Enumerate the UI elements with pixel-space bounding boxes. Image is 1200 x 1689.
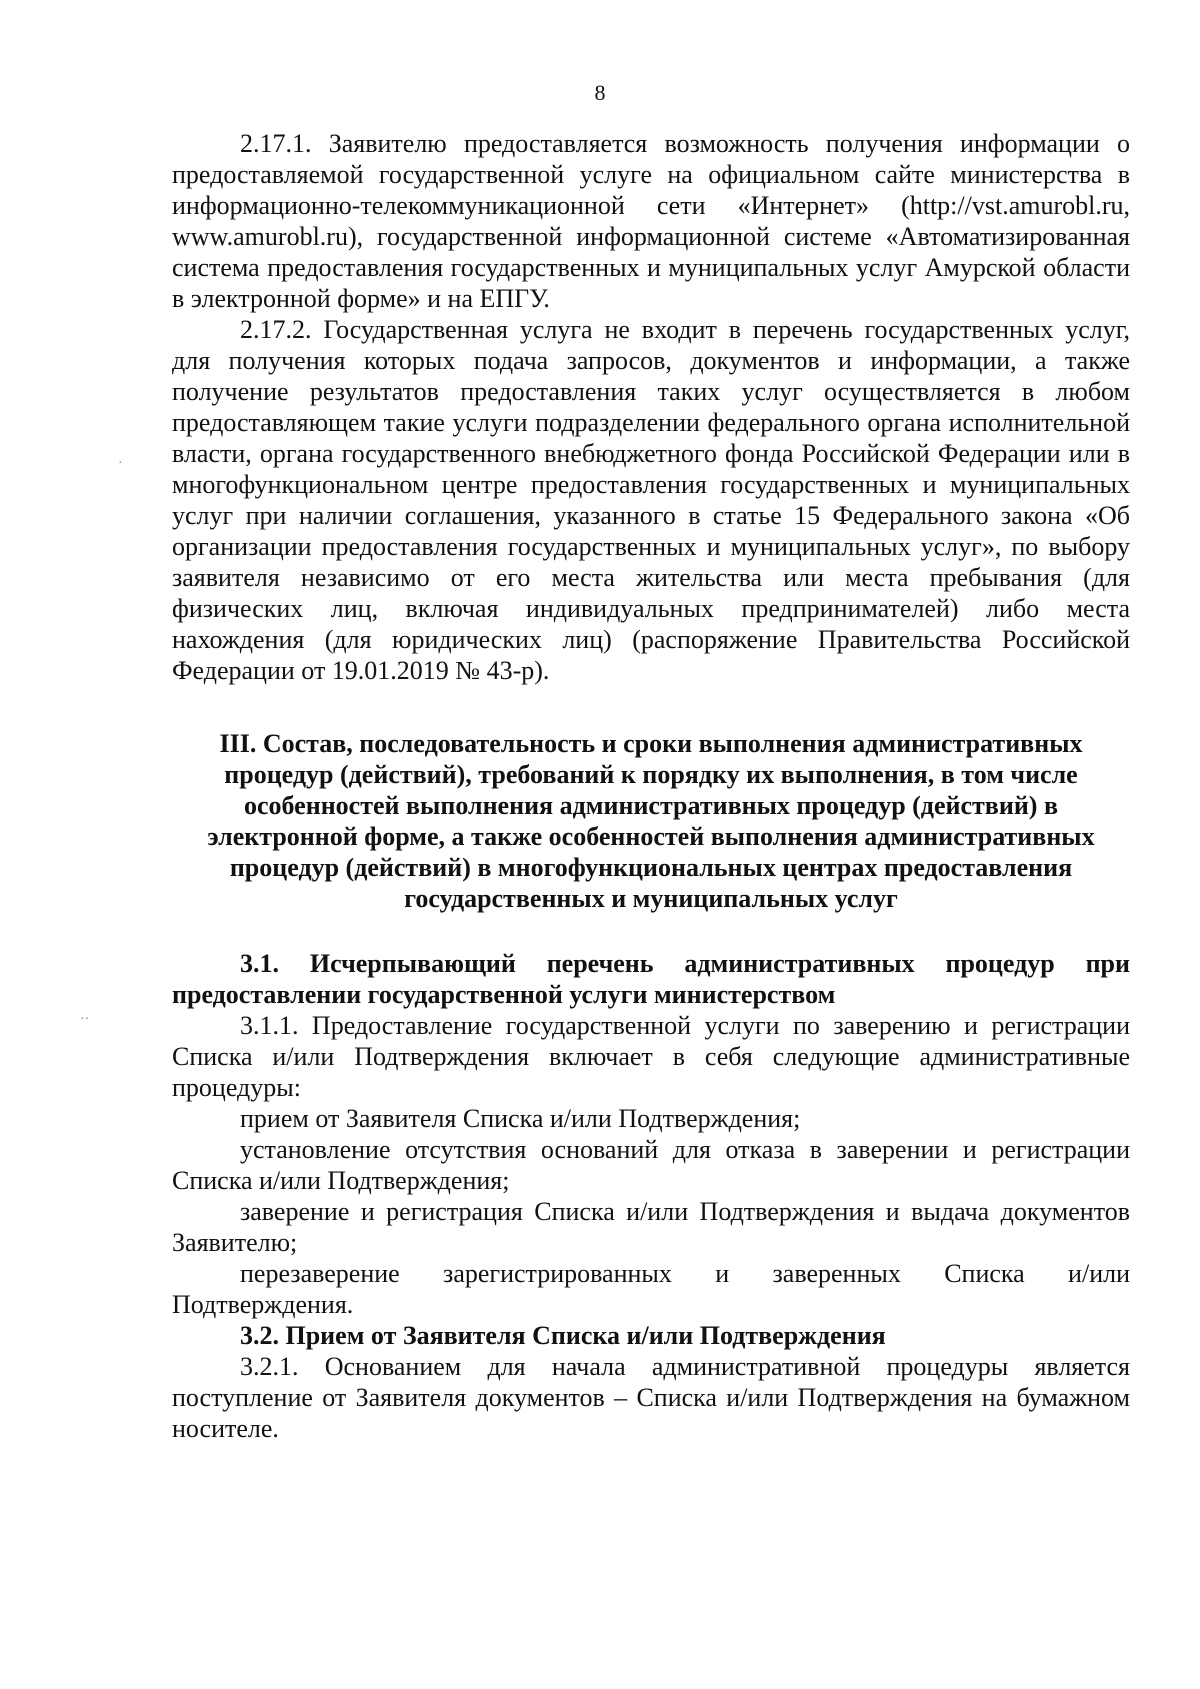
list-item: перезаверение зарегистрированных и заверенных Списка и/или Подтверждения.: [172, 1259, 1130, 1319]
list-item: заверение и регистрация Списка и/или Подтверждения и выдача документов Заявителю;: [172, 1197, 1130, 1257]
list-item: установление отсутствия оснований для отказа в заверении и регистрации Списка и/или Подтверждения;: [172, 1135, 1130, 1195]
subsection-title-3-2: 3.2. Прием от Заявителя Списка и/или Подтверждения: [240, 1321, 886, 1350]
section-title: III. Состав, последовательность и сроки выполнения административных процедур (действий), требований к порядку их выполнения, в том числе особенностей выполнения административных процедур (действий) в электронной форме, а также особенностей выполнения административных процедур (действий) в многофункциональных центрах предоставления государственных и муниципальных услуг: [207, 729, 1095, 913]
paragraph-2-17-2: 2.17.2. Государственная услуга не входит в перечень государственных услуг, для получения которых подача запросов, документов и информации, а также получение результатов предоставления таких услуг осуществляется в любом предоставляющем такие услуги подразделении федерального органа исполнительной власти, органа государственного внебюджетного фонда Российской Федерации или в многофункциональном центре предоставления государственных и муниципальных услуг при наличии соглашения, указанного в статье 15 Федерального закона «Об организации предоставления государственных и муниципальных услуг», по выбору заявителя независимо от его места жительства или места пребывания (для физических лиц, включая индивидуальных предпринимателей) либо места нахождения (для юридических лиц) (распоряжение Правительства Российской Федерации от 19.01.2019 № 43-р).: [172, 315, 1130, 685]
scan-mark: ··: [80, 1012, 90, 1027]
paragraph-3-2-1: 3.2.1. Основанием для начала административной процедуры является поступление от Заявителя документов – Списка и/или Подтверждения на бумажном носителе.: [172, 1352, 1130, 1443]
list-item: прием от Заявителя Списка и/или Подтверждения;: [240, 1104, 801, 1133]
subsection-title-3-1: 3.1. Исчерпывающий перечень административных процедур при предоставлении государственной услуги министерством: [172, 949, 1130, 1009]
page-number: 8: [594, 80, 606, 105]
paragraph-3-1-1: 3.1.1. Предоставление государственной услуги по заверению и регистрации Списка и/или Подтверждения включает в себя следующие административные процедуры:: [172, 1011, 1130, 1102]
paragraph-2-17-1: 2.17.1. Заявителю предоставляется возможность получения информации о предоставляемой государственной услуге на официальном сайте министерства в информационно-телекоммуникационной сети «Интернет» (http://vst.amurobl.ru, www.amurobl.ru), государственной информационной системе «Автоматизированная система предоставления государственных и муниципальных услуг Амурской области в электронной форме» и на ЕПГУ.: [172, 129, 1130, 313]
scan-mark: ·: [118, 456, 123, 471]
document-body: [172, 128, 1130, 1444]
